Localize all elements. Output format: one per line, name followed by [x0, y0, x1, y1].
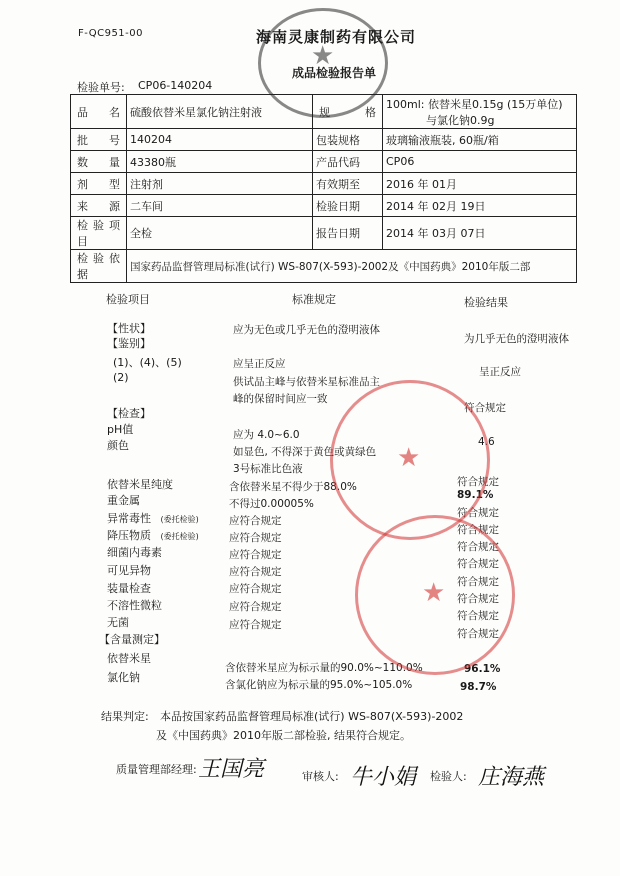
batch-value: 140204 — [127, 129, 313, 151]
spec-line-2: 与氯化钠0.9g — [426, 113, 495, 127]
qa-manager-signature: 王国亮 — [198, 757, 265, 782]
spec-label: 规格 — [313, 95, 383, 129]
heavy-metal-result: 符合规定 — [457, 507, 499, 519]
inspector-label: 检验人: — [430, 770, 467, 783]
assay-etimicin-standard: 含依替米星应为标示量的90.0%~110.0% — [225, 662, 423, 674]
star-icon: ★ — [397, 443, 421, 473]
ph-item: pH值 — [107, 423, 134, 436]
assay-nacl-standard: 含氯化钠应为标示量的95.0%~105.0% — [225, 679, 413, 691]
depressor-label: 降压物质 — [107, 529, 151, 542]
expiry-value: 2016 年 01月 — [383, 173, 577, 195]
table-row — [71, 195, 577, 217]
visible-particles-result: 符合规定 — [457, 576, 499, 588]
identification-sub-2: (2) — [113, 371, 129, 384]
assay-nacl-result: 98.7% — [460, 681, 497, 693]
dosage-form-label: 剂型 — [71, 173, 127, 195]
purity-standard: 含依替米星不得少于88.0% — [229, 481, 357, 493]
report-number: CP06-140204 — [138, 79, 213, 92]
abnormal-toxicity-label: 异常毒性 — [107, 512, 151, 525]
product-name-label: 品名 — [71, 95, 127, 129]
column-standard-heading: 标准规定 — [292, 293, 336, 306]
assay-nacl-item: 氯化钠 — [107, 671, 140, 684]
visible-particles-standard: 应符合规定 — [229, 566, 282, 578]
sterility-item: 无菌 — [107, 616, 129, 629]
batch-label: 批号 — [71, 129, 127, 151]
identification-result-2: 符合规定 — [464, 402, 506, 414]
table-row — [71, 151, 577, 173]
basis-label: 检验依据 — [71, 250, 127, 283]
purity-result: 89.1% — [457, 489, 494, 501]
quantity-label: 数量 — [71, 151, 127, 173]
spec-value — [383, 95, 577, 129]
identification-standard-1: 应呈正反应 — [233, 358, 286, 370]
report-date-value: 2014 年 03月 07日 — [383, 217, 577, 250]
report-title: 成品检验报告单 — [292, 66, 377, 80]
color-item: 颜色 — [107, 439, 129, 452]
endotoxin-item: 细菌内毒素 — [107, 546, 162, 559]
reviewer-signature: 牛小娟 — [350, 765, 417, 790]
sterility-standard: 应符合规定 — [229, 619, 282, 631]
basis-value: 国家药品监督管理局标准(试行) WS-807(X-593)-2002及《中国药典》2010年版二部 — [127, 250, 577, 283]
abnormal-toxicity-standard: 应符合规定 — [229, 515, 282, 527]
trait-section: 【性状】 — [107, 322, 151, 335]
ph-result: 4.6 — [478, 436, 495, 448]
abnormal-toxicity-note: (委托检验) — [160, 515, 199, 524]
depressor-result: 符合规定 — [457, 541, 499, 553]
inspection-date-value: 2014 年 02月 19日 — [383, 195, 577, 217]
star-icon: ★ — [422, 578, 446, 608]
depressor-item — [107, 527, 199, 543]
identification-standard-2b: 峰的保留时间应一致 — [233, 393, 328, 405]
table-row — [71, 217, 577, 250]
quantity-value: 43380瓶 — [127, 151, 313, 173]
product-info-table — [70, 94, 577, 283]
heavy-metal-standard: 不得过0.00005% — [229, 498, 314, 510]
product-name-value: 硫酸依替米星氯化钠注射液 — [127, 95, 313, 129]
report-number-label: 检验单号: — [77, 81, 125, 94]
inspection-date-label: 检验日期 — [313, 195, 383, 217]
fill-volume-result: 符合规定 — [457, 593, 499, 605]
endotoxin-result: 符合规定 — [457, 558, 499, 570]
table-row — [71, 129, 577, 151]
assay-etimicin-item: 依替米星 — [107, 652, 151, 665]
color-standard-b: 3号标准比色液 — [233, 463, 303, 475]
depressor-standard: 应符合规定 — [229, 532, 282, 544]
company-name: 海南灵康制药有限公司 — [256, 28, 417, 46]
report-date-label: 报告日期 — [313, 217, 383, 250]
identification-sub-1: (1)、(4)、(5) — [113, 356, 182, 369]
table-row — [71, 173, 577, 195]
spec-line-1: 100ml: 依替米星0.15g (15万单位) — [386, 97, 563, 111]
qa-red-stamp — [355, 515, 515, 675]
fill-volume-item: 装量检查 — [107, 582, 151, 595]
inspector-signature: 庄海燕 — [478, 765, 545, 790]
ph-standard: 应为 4.0~6.0 — [233, 429, 300, 441]
color-result: 符合规定 — [457, 476, 499, 488]
table-row — [71, 95, 577, 129]
sterility-result: 符合规定 — [457, 628, 499, 640]
inspection-item-value: 全检 — [127, 217, 313, 250]
depressor-note: (委托检验) — [160, 532, 199, 541]
insoluble-particles-standard: 应符合规定 — [229, 601, 282, 613]
column-result-heading: 检验结果 — [464, 296, 508, 309]
identification-section: 【鉴别】 — [107, 337, 151, 350]
check-section: 【检查】 — [107, 407, 151, 420]
reviewer-label: 审核人: — [302, 770, 339, 783]
abnormal-toxicity-result: 符合规定 — [457, 524, 499, 536]
dosage-form-value: 注射剂 — [127, 173, 313, 195]
source-value: 二车间 — [127, 195, 313, 217]
abnormal-toxicity-item — [107, 510, 199, 526]
insoluble-particles-item: 不溶性微粒 — [107, 599, 162, 612]
heavy-metal-item: 重金属 — [107, 494, 140, 507]
document-code: F-QC951-00 — [78, 28, 143, 39]
qa-manager-label: 质量管理部经理: — [116, 763, 197, 776]
conclusion-line-2: 及《中国药典》2010年版二部检验, 结果符合规定。 — [156, 729, 411, 742]
insoluble-particles-result: 符合规定 — [457, 610, 499, 622]
company-red-stamp — [330, 380, 490, 540]
product-code-value: CP06 — [383, 151, 577, 173]
trait-result: 为几乎无色的澄明液体 — [464, 333, 569, 345]
packing-value: 玻璃输液瓶装, 60瓶/箱 — [383, 129, 577, 151]
table-row — [71, 250, 577, 283]
expiry-label: 有效期至 — [313, 173, 383, 195]
conclusion-line-1: 本品按国家药品监督管理局标准(试行) WS-807(X-593)-2002 — [160, 710, 464, 723]
trait-standard: 应为无色或几乎无色的澄明液体 — [233, 324, 380, 336]
visible-particles-item: 可见异物 — [107, 564, 151, 577]
assay-etimicin-result: 96.1% — [464, 663, 501, 675]
assay-section: 【含量测定】 — [99, 633, 165, 646]
source-label: 来源 — [71, 195, 127, 217]
inspection-item-label: 检验项目 — [71, 217, 127, 250]
packing-label: 包装规格 — [313, 129, 383, 151]
column-item-heading: 检验项目 — [106, 293, 150, 306]
color-standard-a: 如显色, 不得深于黄色或黄绿色 — [233, 446, 377, 458]
star-icon: ★ — [311, 41, 335, 71]
product-code-label: 产品代码 — [313, 151, 383, 173]
conclusion-label: 结果判定: — [101, 710, 149, 723]
identification-standard-2a: 供试品主峰与依替米星标准品主 — [233, 376, 380, 388]
identification-result-1: 呈正反应 — [479, 366, 521, 378]
endotoxin-standard: 应符合规定 — [229, 549, 282, 561]
fill-volume-standard: 应符合规定 — [229, 583, 282, 595]
purity-item: 依替米星纯度 — [107, 478, 173, 491]
